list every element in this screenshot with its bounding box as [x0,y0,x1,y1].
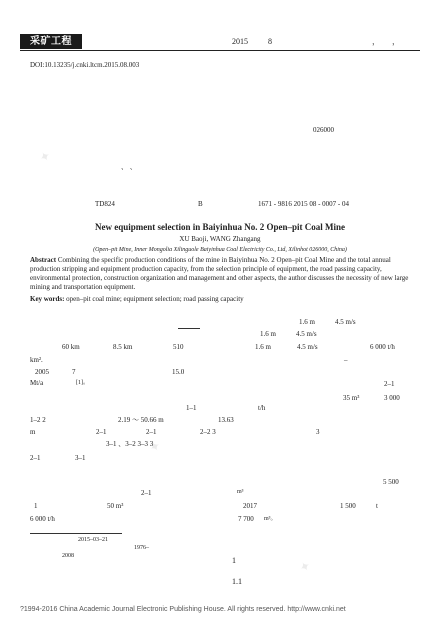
body-text: 2005 [35,368,49,376]
body-text: 1 [34,502,38,510]
english-abstract [30,256,410,292]
body-text: 8.5 km [113,343,133,351]
doi[interactable]: DOI:10.13235/j.cnki.ltcm.2015.08.003 [30,61,140,69]
body-text: 1.6 m [260,330,276,338]
body-text: 1 500 [340,502,356,510]
subsection-number: 1.1 [232,577,242,586]
header-punct: ， [372,37,380,46]
body-text: 2.19 ～ 50.66 m [118,416,164,424]
body-text: 3–1 、3–2 3–3 3 [106,440,154,448]
journal-logo-text: 采矿工程 [30,36,72,47]
body-text: 13.63 [218,416,234,424]
received-date: 2015–03–21 [78,537,108,543]
body-text: 510 [173,343,184,351]
citation: [1]。 [76,380,89,386]
body-text: t [376,502,378,510]
header-issue: 8 [268,37,272,46]
body-text: m³。 [264,516,277,522]
clc-number: TD824 [95,200,115,208]
keywords-label: Key words: [30,295,65,303]
body-text: 1–1 [186,404,197,412]
body-text: 4.5 m/s [296,330,317,338]
body-text: 3 [316,428,320,436]
header-year: 2015 [232,37,248,46]
document-code: B [198,200,203,208]
body-text: 1–2 2 [30,416,46,424]
watermark: ✦ [36,148,54,167]
graduation-year: 2008 [62,553,74,559]
body-text: 7 [72,368,76,376]
header-punct-2: ， [392,37,400,46]
journal-logo [20,34,82,49]
english-keywords [30,295,410,304]
body-text: 6 000 t/h [30,515,55,523]
section-number: 1 [232,556,236,565]
body-text: 2–1 [146,428,157,436]
body-text: 35 m³ [343,394,360,402]
english-title: New equipment selection in Baiyinhua No. 2 Open–pit Coal Mine [94,222,346,232]
body-text: 50 m³ [107,502,124,510]
body-text: 2–1 [30,454,41,462]
watermark: ✦ [146,438,164,457]
english-authors: XU Baoji, WANG Zhangang [179,235,261,243]
dash-rule [178,328,200,329]
body-text: 15.0 [172,368,185,376]
author-separators: 、 、 [121,163,137,171]
body-text: 5 500 [383,478,399,486]
body-text: 7 700 [238,515,254,523]
body-text: Mt/a [30,379,44,387]
abstract-text: Combining the specific production conditions of the mine in Baiyinhua No. 2 Open–pit Coal Mine and the total annual production stripping and equipment production capacity, from the selection principle of equipment, the road passing capacity, environmental protection, construction organization and management and other aspects, the author discusses the necessity of new large mining and transportation equipment. [30,256,409,291]
body-text: m³ [237,489,244,495]
postal-code: 026000 [313,126,334,134]
body-text: 60 km [62,343,80,351]
body-text: 4.5 m/s [297,343,318,351]
article-id: 1671 - 9816 2015 08 - 0007 - 04 [258,200,349,208]
watermark: ✦ [296,558,314,577]
body-text: 3–1 [75,454,86,462]
body-text: 2–1 [384,380,395,388]
body-text: 2–1 [141,489,152,497]
body-text: 2–2 3 [200,428,216,436]
english-affiliation: (Open–pit Mine, Inner Mongolia Xilinguole Baiyinhua Coal Electricity Co., Ltd, Xilinhot 026000, China) [93,247,347,253]
body-text: t/h [258,404,266,412]
body-text: m [30,428,36,436]
header-rule [20,50,420,51]
abstract-label: Abstract [30,256,57,264]
body-text: 2017 [243,502,257,510]
body-text: 1.6 m [299,318,315,326]
body-text: – [344,356,348,364]
footnote-rule [30,533,122,534]
copyright-footer: ?1994-2016 China Academic Journal Electronic Publishing House. All rights reserved. http://www.cnki.net [20,606,346,613]
body-text: km². [30,356,43,364]
body-text: 2–1 [96,428,107,436]
body-text: 1.6 m [255,343,271,351]
body-text: 4.5 m/s [335,318,356,326]
author-birth-year: 1976– [134,545,149,551]
keywords-text: open–pit coal mine; equipment selection; road passing capacity [66,295,244,303]
body-text: 3 000 [384,394,400,402]
body-text: 6 000 t/h [370,343,395,351]
